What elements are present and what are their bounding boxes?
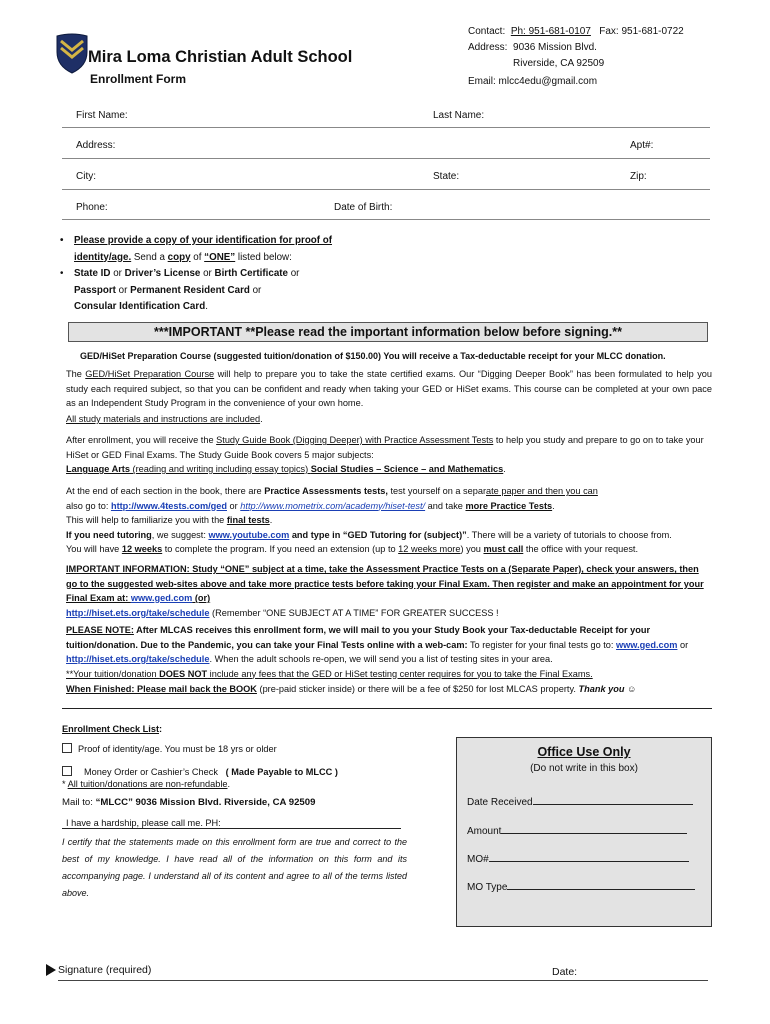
contact-fax: Fax: 951-681-0722 (599, 26, 684, 37)
divider (62, 158, 710, 159)
link-hiset-2[interactable]: http://hiset.ets.org/take/schedule (66, 654, 210, 664)
course-intro: The GED/HiSet Preparation Course will help to prepare you to take the state certified exams. Our “Digging Deeper Book” has been formulated to help you study each required subject, so that you can be confident and ready when taking your GED or HiSet exams. This course can be completed at your own pace as an Independent Study Program in the convenience of your own home. (66, 369, 713, 408)
checklist-item-payment[interactable]: Money Order or Cashier’s Check ( Made Payable to MLCC ) (62, 766, 402, 777)
office-title: Office Use Only (537, 745, 631, 759)
link-mometrix[interactable]: http://www.mometrix.com/academy/hiset-test/ (240, 500, 426, 511)
divider (62, 127, 710, 128)
signature-field[interactable]: Signature (required) (46, 964, 151, 976)
id-requirements (60, 233, 360, 316)
hardship-field[interactable]: I have a hardship, please call me. PH: (62, 818, 401, 829)
mail-to: Mail to: “MLCC” 9036 Mission Blvd. Riverside, CA 92509 (62, 797, 316, 808)
phone-field[interactable]: Phone: (76, 202, 108, 213)
mo-number-field[interactable]: MO# (467, 851, 689, 865)
arrow-right-icon (46, 964, 56, 976)
section-divider (62, 708, 712, 709)
please-note: PLEASE NOTE: After MLCAS receives this enrollment form, we will mail to you your Study Book your Tax-deductable Receipt for your tuition/donation. Due to the Pandemic, you can take your Final Tests online with a web-cam: To register for your final tests go to: www.ged.com or http://hiset.ets.org/take/schedule. When the adult schools re-open, we will send you a list of testing sites in your area. **Your tuition/donation DOES NOT include any fees that the GED or HiSet testing center requires for you to take the Final Exams. (66, 625, 689, 679)
important-information: IMPORTANT INFORMATION: Study “ONE” subject at a time, take the Assessment Practice Tests on a (Separate Paper), check your answers, then go to the suggested web-sites above and take more practice tests before taking your Final Exam. Then register and make an appointment for your Final Exam at: www.ged.com (or) http://hiset.ets.org/take/schedule (Remember “ONE SUBJECT AT A TIME” FOR GREATER SUCCESS ! (66, 564, 704, 618)
checklist-title: Enrollment Check List: (62, 724, 163, 734)
link-ged[interactable]: www.ged.com (130, 593, 193, 603)
important-banner: ***IMPORTANT **Please read the important information below before signing.** (68, 322, 708, 342)
materials-note: All study materials and instructions are included. (66, 414, 263, 424)
contact-phone: Ph: 951-681-0107 (510, 26, 591, 37)
office-subtitle: (Do not write in this box) (530, 763, 638, 774)
checklist-item-id[interactable]: Proof of identity/age. You must be 18 yrs or older (62, 743, 277, 754)
list-item: • Please provide a copy of your identification for proof of identity/age. Send a copy of “ONE” listed below: (60, 233, 360, 266)
office-use-box (456, 737, 712, 927)
address-line2: Riverside, CA 92509 (513, 58, 605, 69)
form-title: Enrollment Form (90, 72, 187, 86)
address-line1: 9036 Mission Blvd. (513, 42, 597, 53)
first-name-field[interactable]: First Name: (76, 110, 128, 121)
contact-label: Contact: (468, 26, 506, 37)
link-4tests[interactable]: http://www.4tests.com/ged (110, 500, 227, 511)
refund-note: * All tuition/donations are non-refundable. (62, 779, 231, 789)
state-field[interactable]: State: (433, 171, 460, 182)
when-finished: When Finished: Please mail back the BOOK (pre-paid sticker inside) or there will be a fee of $250 for lost MLCAS property. Thank you ☺ (66, 684, 637, 694)
contact-email: Email: mlcc4edu@gmail.com (468, 76, 598, 87)
apt-field[interactable]: Apt#: (630, 140, 654, 151)
mo-type-field[interactable]: MO Type (467, 879, 695, 893)
course-heading: GED/HiSet Preparation Course (suggested tuition/donation of $150.00) You will receive a Tax-deductable receipt for your MLCC donation. (80, 351, 666, 361)
certification-text: I certify that the statements made on this enrollment form are true and correct to the best of my knowledge. I have read all of the information on this form and its accompanying page. I understand all of its content and agree to all of the terms listed above. (62, 837, 407, 898)
divider (62, 219, 710, 220)
list-item: • State ID or Driver’s License or Birth Certificate or Passport or Permanent Resident Card or Consular Identification Card. (60, 266, 360, 316)
link-youtube[interactable]: www.youtube.com (208, 529, 290, 540)
date-field[interactable]: Date: (552, 966, 578, 978)
zip-field[interactable]: Zip: (630, 171, 647, 182)
city-field[interactable]: City: (76, 171, 96, 182)
divider (62, 189, 710, 190)
address-field[interactable]: Address: (76, 140, 116, 151)
checkbox[interactable] (62, 743, 72, 753)
checkbox[interactable] (62, 766, 72, 776)
dob-field[interactable]: Date of Birth: (334, 202, 393, 213)
address-label: Address: (468, 42, 508, 53)
link-hiset[interactable]: http://hiset.ets.org/take/schedule (66, 607, 210, 618)
contact-block (468, 24, 684, 90)
signature-line (58, 980, 708, 981)
school-name: Mira Loma Christian Adult School (88, 48, 353, 66)
amount-field[interactable]: Amount (467, 823, 687, 837)
link-ged-2[interactable]: www.ged.com (616, 639, 678, 650)
practice-tests-info: At the end of each section in the book, there are Practice Assessments tests, test yourself on a separate paper and then you can also go to: http://www.4tests.com/ged or http://www.mometrix.com/academy/hiset-test/ and take more Practice Tests. This will help to familiarize you with the final tests. If you need tutoring, we suggest: www.youtube.com and type in “GED Tutoring for (subject)”. There will be a variety of tutorials to choose from. You will have 12 weeks to complete the program. If you need an extension (up to 12 weeks more) you must call the office with your request. (66, 486, 672, 554)
date-received-field[interactable]: Date Received (467, 794, 693, 808)
study-guide-info: After enrollment, you will receive the Study Guide Book (Digging Deeper) with Practice Assessment Tests to help you study and prepare to go on to take your HiSet or GED Final Exams. The Study Guide Book covers 5 major subjects: Language Arts (reading and writing including essay topics) Social Studies – Science – and Mathematics. (66, 435, 704, 474)
last-name-field[interactable]: Last Name: (433, 110, 485, 121)
shield-crest-icon (55, 32, 89, 74)
